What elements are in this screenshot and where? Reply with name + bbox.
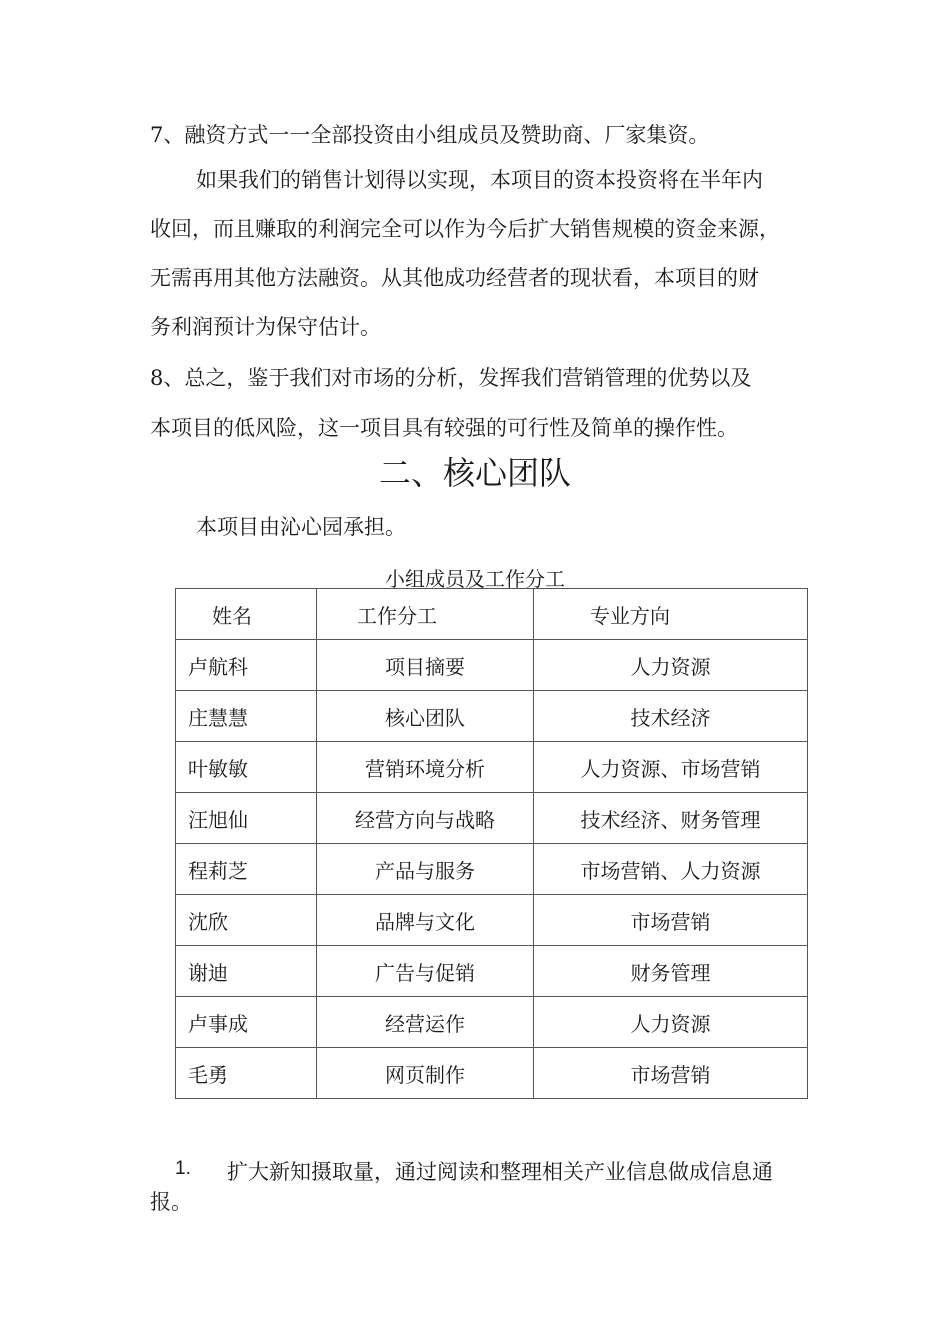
paragraph-line: 收回，而且赚取的利润完全可以作为今后扩大销售规模的资金来源， xyxy=(150,217,780,241)
table-row xyxy=(176,997,808,1048)
cell-major: 技术经济 xyxy=(534,691,808,742)
cell-name: 卢航科 xyxy=(176,640,317,691)
paragraph-line: 本项目的低风险，这一项目具有较强的可行性及简单的操作性。 xyxy=(150,416,738,440)
cell-major: 财务管理 xyxy=(534,946,808,997)
cell-name: 毛勇 xyxy=(176,1048,317,1099)
table-row xyxy=(176,742,808,793)
list-item-text: 扩大新知摄取量，通过阅读和整理相关产业信息做成信息通 xyxy=(227,1160,773,1184)
team-table xyxy=(175,588,808,1099)
header-task: 工作分工 xyxy=(317,589,534,640)
cell-name: 庄慧慧 xyxy=(176,691,317,742)
table-row xyxy=(176,793,808,844)
cell-name: 叶敏敏 xyxy=(176,742,317,793)
cell-major: 人力资源 xyxy=(534,640,808,691)
cell-task: 经营方向与战略 xyxy=(317,793,534,844)
table-row xyxy=(176,844,808,895)
cell-task: 经营运作 xyxy=(317,997,534,1048)
paragraph-summary: 8、总之，鉴于我们对市场的分析，发挥我们营销管理的优势以及 xyxy=(150,366,752,390)
cell-major: 人力资源、市场营销 xyxy=(534,742,808,793)
table-row xyxy=(176,691,808,742)
cell-name: 程莉芝 xyxy=(176,844,317,895)
cell-task: 营销环境分析 xyxy=(317,742,534,793)
cell-task: 项目摘要 xyxy=(317,640,534,691)
cell-task: 核心团队 xyxy=(317,691,534,742)
cell-major: 技术经济、财务管理 xyxy=(534,793,808,844)
header-name: 姓名 xyxy=(176,589,317,640)
paragraph-line: 务利润预计为保守估计。 xyxy=(150,315,381,339)
table-row xyxy=(176,946,808,997)
list-number: 1. xyxy=(175,1158,191,1179)
table-header-row xyxy=(176,589,808,640)
cell-major: 人力资源 xyxy=(534,997,808,1048)
cell-task: 网页制作 xyxy=(317,1048,534,1099)
cell-task: 品牌与文化 xyxy=(317,895,534,946)
paragraph-line: 如果我们的销售计划得以实现，本项目的资本投资将在半年内 xyxy=(196,168,763,192)
cell-name: 卢事成 xyxy=(176,997,317,1048)
cell-name: 沈欣 xyxy=(176,895,317,946)
cell-task: 产品与服务 xyxy=(317,844,534,895)
table-caption: 小组成员及工作分工 xyxy=(385,567,565,591)
section-intro: 本项目由沁心园承担。 xyxy=(196,515,406,539)
section-heading: 二、核心团队 xyxy=(378,454,571,492)
paragraph-line: 无需再用其他方法融资。从其他成功经营者的现状看，本项目的财 xyxy=(150,266,759,290)
table-row xyxy=(176,1048,808,1099)
cell-task: 广告与促销 xyxy=(317,946,534,997)
header-major: 专业方向 xyxy=(534,589,808,640)
cell-name: 谢迪 xyxy=(176,946,317,997)
list-item-continuation: 报。 xyxy=(150,1190,192,1214)
cell-name: 汪旭仙 xyxy=(176,793,317,844)
paragraph-financing: 7、融资方式一一全部投资由小组成员及赞助商、厂家集资。 xyxy=(150,123,710,147)
cell-major: 市场营销 xyxy=(534,1048,808,1099)
table-row xyxy=(176,895,808,946)
cell-major: 市场营销 xyxy=(534,895,808,946)
table-row xyxy=(176,640,808,691)
cell-major: 市场营销、人力资源 xyxy=(534,844,808,895)
